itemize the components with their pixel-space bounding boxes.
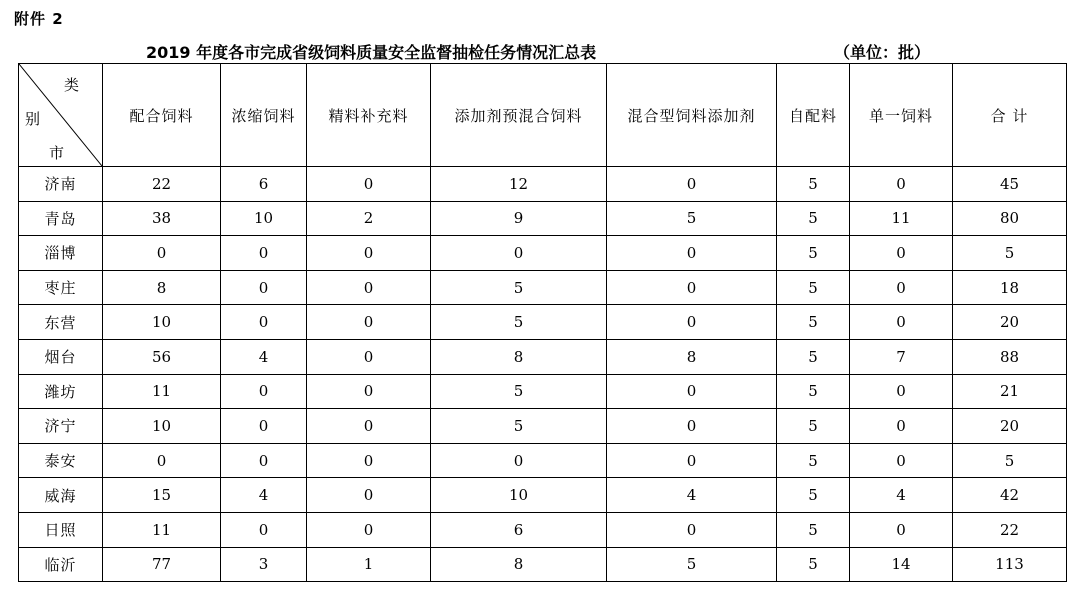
value-cell: 0	[103, 443, 221, 478]
corner-separator-label: 别	[25, 110, 42, 128]
value-cell: 7	[850, 339, 953, 374]
column-header: 自配料	[777, 64, 850, 167]
column-header-total: 合 计	[953, 64, 1067, 167]
city-cell: 烟台	[19, 339, 103, 374]
value-cell: 0	[607, 270, 777, 305]
table-row	[19, 478, 1067, 513]
table-row	[19, 236, 1067, 271]
value-cell: 5	[607, 547, 777, 582]
value-cell: 10	[431, 478, 607, 513]
table-row	[19, 201, 1067, 236]
city-cell: 日照	[19, 512, 103, 547]
value-cell: 18	[953, 270, 1067, 305]
value-cell: 42	[953, 478, 1067, 513]
value-cell: 8	[431, 339, 607, 374]
value-cell: 5	[777, 270, 850, 305]
value-cell: 6	[221, 167, 307, 202]
value-cell: 5	[777, 512, 850, 547]
value-cell: 8	[103, 270, 221, 305]
table-row	[19, 443, 1067, 478]
value-cell: 5	[777, 201, 850, 236]
column-header: 配合饲料	[103, 64, 221, 167]
summary-table	[18, 63, 1067, 582]
value-cell: 6	[431, 512, 607, 547]
column-header: 单一饲料	[850, 64, 953, 167]
value-cell: 0	[607, 236, 777, 271]
column-header: 混合型饲料添加剂	[607, 64, 777, 167]
value-cell: 5	[777, 236, 850, 271]
value-cell: 0	[307, 512, 431, 547]
value-cell: 0	[307, 270, 431, 305]
column-header: 精料补充料	[307, 64, 431, 167]
value-cell: 11	[103, 512, 221, 547]
table-row	[19, 374, 1067, 409]
value-cell: 0	[850, 512, 953, 547]
value-cell: 12	[431, 167, 607, 202]
value-cell: 10	[221, 201, 307, 236]
value-cell: 0	[221, 409, 307, 444]
value-cell: 5	[777, 478, 850, 513]
value-cell: 0	[850, 409, 953, 444]
value-cell: 0	[850, 236, 953, 271]
value-cell: 0	[850, 374, 953, 409]
value-cell: 0	[103, 236, 221, 271]
value-cell: 77	[103, 547, 221, 582]
value-cell: 5	[607, 201, 777, 236]
value-cell: 80	[953, 201, 1067, 236]
value-cell: 1	[307, 547, 431, 582]
table-row	[19, 409, 1067, 444]
value-cell: 0	[850, 443, 953, 478]
value-cell: 0	[607, 167, 777, 202]
city-cell: 临沂	[19, 547, 103, 582]
value-cell: 5	[777, 167, 850, 202]
value-cell: 0	[850, 305, 953, 340]
city-cell: 潍坊	[19, 374, 103, 409]
value-cell: 15	[103, 478, 221, 513]
value-cell: 38	[103, 201, 221, 236]
city-cell: 东营	[19, 305, 103, 340]
city-cell: 济宁	[19, 409, 103, 444]
column-header: 浓缩饲料	[221, 64, 307, 167]
value-cell: 0	[221, 270, 307, 305]
value-cell: 0	[431, 443, 607, 478]
value-cell: 0	[307, 443, 431, 478]
value-cell: 5	[777, 305, 850, 340]
value-cell: 5	[953, 236, 1067, 271]
value-cell: 0	[307, 478, 431, 513]
value-cell: 0	[850, 270, 953, 305]
corner-header-cell	[19, 64, 103, 167]
value-cell: 14	[850, 547, 953, 582]
value-cell: 22	[103, 167, 221, 202]
table-row	[19, 512, 1067, 547]
value-cell: 0	[221, 443, 307, 478]
city-cell: 枣庄	[19, 270, 103, 305]
value-cell: 0	[221, 305, 307, 340]
value-cell: 5	[777, 374, 850, 409]
table-row	[19, 305, 1067, 340]
value-cell: 0	[221, 374, 307, 409]
attachment-label: 附件 2	[14, 10, 64, 28]
value-cell: 0	[607, 443, 777, 478]
value-cell: 5	[777, 443, 850, 478]
value-cell: 5	[777, 339, 850, 374]
city-cell: 济南	[19, 167, 103, 202]
value-cell: 0	[307, 305, 431, 340]
value-cell: 88	[953, 339, 1067, 374]
value-cell: 0	[607, 374, 777, 409]
table-row	[19, 270, 1067, 305]
table-row	[19, 167, 1067, 202]
value-cell: 20	[953, 305, 1067, 340]
value-cell: 45	[953, 167, 1067, 202]
value-cell: 4	[850, 478, 953, 513]
value-cell: 0	[221, 512, 307, 547]
corner-category-label: 类	[63, 76, 80, 94]
city-cell: 淄博	[19, 236, 103, 271]
value-cell: 8	[431, 547, 607, 582]
value-cell: 5	[953, 443, 1067, 478]
value-cell: 0	[307, 339, 431, 374]
city-cell: 青岛	[19, 201, 103, 236]
column-header: 添加剂预混合饲料	[431, 64, 607, 167]
table-row	[19, 339, 1067, 374]
value-cell: 11	[103, 374, 221, 409]
value-cell: 10	[103, 409, 221, 444]
value-cell: 0	[607, 512, 777, 547]
value-cell: 9	[431, 201, 607, 236]
value-cell: 0	[221, 236, 307, 271]
value-cell: 5	[431, 270, 607, 305]
value-cell: 5	[431, 374, 607, 409]
value-cell: 4	[221, 478, 307, 513]
value-cell: 0	[307, 374, 431, 409]
unit-label: （单位：批）	[834, 43, 931, 62]
value-cell: 3	[221, 547, 307, 582]
table-title: 2019 年度各市完成省级饲料质量安全监督抽检任务情况汇总表	[146, 43, 597, 62]
value-cell: 8	[607, 339, 777, 374]
value-cell: 22	[953, 512, 1067, 547]
value-cell: 0	[607, 409, 777, 444]
value-cell: 11	[850, 201, 953, 236]
value-cell: 5	[431, 305, 607, 340]
header-row	[19, 64, 1067, 167]
corner-city-label: 市	[49, 144, 66, 162]
value-cell: 113	[953, 547, 1067, 582]
value-cell: 10	[103, 305, 221, 340]
value-cell: 5	[777, 547, 850, 582]
value-cell: 21	[953, 374, 1067, 409]
value-cell: 5	[777, 409, 850, 444]
value-cell: 0	[431, 236, 607, 271]
value-cell: 4	[221, 339, 307, 374]
value-cell: 0	[307, 409, 431, 444]
value-cell: 0	[850, 167, 953, 202]
value-cell: 0	[307, 167, 431, 202]
value-cell: 2	[307, 201, 431, 236]
value-cell: 5	[431, 409, 607, 444]
value-cell: 56	[103, 339, 221, 374]
value-cell: 20	[953, 409, 1067, 444]
table-row	[19, 547, 1067, 582]
city-cell: 泰安	[19, 443, 103, 478]
value-cell: 4	[607, 478, 777, 513]
value-cell: 0	[307, 236, 431, 271]
value-cell: 0	[607, 305, 777, 340]
city-cell: 威海	[19, 478, 103, 513]
